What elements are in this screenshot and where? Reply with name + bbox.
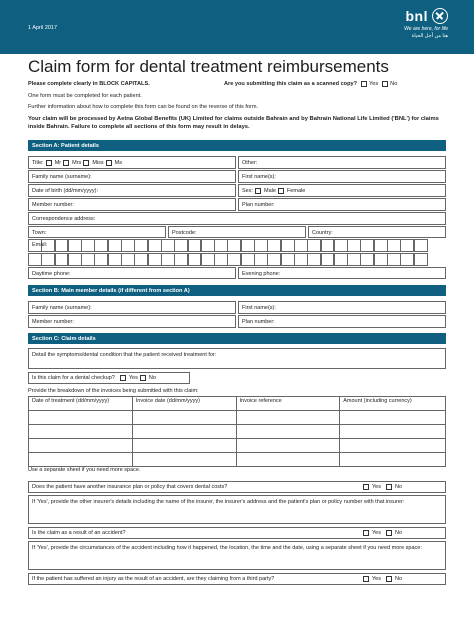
correspondence-address-field[interactable] (28, 212, 446, 225)
email-grid-row-2[interactable] (28, 253, 427, 266)
separate-sheet-note: Use a separate sheet if you need more space. (28, 467, 141, 473)
email-char-cell[interactable] (307, 239, 321, 252)
scanned-copy-question (224, 81, 397, 87)
other-insurance-question (28, 481, 446, 493)
email-char-cell[interactable] (201, 253, 215, 266)
block-capitals-note: Please complete clearly in BLOCK CAPITALS. (28, 81, 150, 87)
other-title-field[interactable] (238, 156, 446, 169)
email-char-cell[interactable] (55, 239, 69, 252)
email-char-cell[interactable] (347, 239, 361, 252)
title-ms-label: Ms (114, 159, 122, 166)
symptoms-label: Detail the symptoms/dental condition that the patient received treatment for: (32, 351, 217, 358)
town-field[interactable] (28, 226, 166, 238)
scanned-yes-checkbox[interactable] (361, 81, 367, 87)
processing-notice: Your claim will be processed by Aetna Global Benefits (UK) Limited for claims outside Bahrain and by Bahrain National Life Limited ('BNL') for claims inside Bahrain. Failure to complete all sections of this form may result in delays. (28, 116, 439, 130)
third-party-no-checkbox[interactable] (386, 576, 392, 582)
further-info-note: Further information about how to complete this form can be found on the reverse of this form. (28, 104, 259, 110)
email-char-cell[interactable] (400, 239, 414, 252)
country-field[interactable] (308, 226, 446, 238)
email-char-cell[interactable] (121, 239, 135, 252)
email-char-cell[interactable] (294, 253, 308, 266)
sex-label: Sex: (242, 187, 254, 194)
sex-male-label: Male (264, 187, 276, 194)
accident-yes-label: Yes (371, 530, 381, 536)
email-char-cell[interactable] (201, 239, 215, 252)
country-label: Country: (312, 229, 333, 236)
table-row[interactable] (29, 453, 446, 467)
scanned-copy-label: Are you submitting this claim as a scanned copy? (224, 81, 358, 87)
checkup-label: Is this claim for a dental checkup? (32, 375, 115, 381)
evening-phone-label: Evening phone: (242, 270, 281, 277)
email-char-cell[interactable] (68, 239, 82, 252)
member-number-field[interactable] (28, 198, 236, 211)
other-insurer-details-field[interactable] (28, 495, 446, 524)
other-insurance-label: Does the patient have another insurance plan or policy that covers dental costs? (32, 484, 228, 490)
form-date: 1 April 2017 (28, 25, 58, 31)
sex-male-checkbox[interactable] (255, 188, 261, 194)
scanned-no-checkbox[interactable] (382, 81, 388, 87)
third-party-yes-label: Yes (371, 576, 381, 582)
title-label: Title: (32, 159, 44, 166)
email-char-cell[interactable] (254, 253, 268, 266)
postcode-label: Postcode: (172, 229, 197, 236)
email-char-cell[interactable] (81, 239, 95, 252)
email-char-cell[interactable] (108, 239, 122, 252)
third-party-question (28, 573, 446, 585)
title-miss-checkbox[interactable] (83, 160, 89, 166)
accident-question (28, 527, 446, 539)
email-grid-row-1[interactable] (28, 239, 427, 252)
table-row[interactable] (29, 425, 446, 439)
header-band (0, 0, 474, 54)
email-char-cell[interactable] (414, 253, 428, 266)
email-char-cell[interactable] (108, 253, 122, 266)
family-name-label: Family name (surname): (32, 173, 92, 180)
email-char-cell[interactable] (81, 253, 95, 266)
email-char-cell[interactable] (307, 253, 321, 266)
email-char-cell[interactable] (321, 239, 335, 252)
email-char-cell[interactable] (94, 253, 108, 266)
brand-logo (404, 8, 448, 39)
correspondence-address-label: Correspondence address: (32, 215, 96, 222)
invoice-table (28, 396, 446, 467)
breakdown-note: Provide the breakdown of the invoices being submitted with this claim: (28, 388, 199, 394)
main-member-family-name-field[interactable] (28, 301, 236, 314)
table-row[interactable] (29, 439, 446, 453)
email-char-cell[interactable] (267, 253, 281, 266)
email-char-cell[interactable] (414, 239, 428, 252)
section-c-heading: Section C: Claim details (28, 333, 446, 344)
email-char-cell[interactable] (174, 253, 188, 266)
email-char-cell[interactable] (400, 253, 414, 266)
main-member-number-field[interactable] (28, 315, 236, 328)
email-char-cell[interactable] (321, 253, 335, 266)
title-field (28, 156, 236, 169)
email-char-cell[interactable] (134, 239, 148, 252)
section-a-heading: Section A: Patient details (28, 140, 446, 151)
brand-tagline: We are here, for life (404, 26, 448, 32)
email-char-cell[interactable] (241, 239, 255, 252)
first-names-field[interactable] (238, 170, 446, 183)
email-char-cell[interactable] (294, 239, 308, 252)
title-mrs-label: Mrs (72, 159, 82, 166)
title-miss-label: Miss (92, 159, 104, 166)
email-char-cell[interactable] (41, 253, 55, 266)
sex-female-checkbox[interactable] (278, 188, 284, 194)
email-char-cell[interactable] (360, 239, 374, 252)
email-char-cell[interactable] (334, 253, 348, 266)
brand-mark-icon (432, 8, 448, 24)
email-char-cell[interactable] (360, 253, 374, 266)
email-char-cell[interactable] (241, 253, 255, 266)
email-char-cell[interactable] (148, 239, 162, 252)
email-char-cell[interactable] (227, 239, 241, 252)
email-char-cell[interactable] (174, 239, 188, 252)
table-row[interactable] (29, 411, 446, 425)
brand-arabic-tagline: هنا من أجل الحياة (411, 33, 448, 39)
email-char-cell[interactable] (374, 253, 388, 266)
main-member-family-name-label: Family name (surname): (32, 304, 92, 311)
town-label: Town: (32, 229, 47, 236)
email-char-cell[interactable] (387, 239, 401, 252)
checkup-yes-label: Yes (128, 375, 138, 381)
accident-yes-checkbox[interactable] (363, 530, 369, 536)
email-char-cell[interactable] (161, 239, 175, 252)
third-party-no-label: No (394, 576, 402, 582)
other-insurer-details-label: If 'Yes', provide the other insurer's details including the name of the insurer, the insurer's address and the patient's plan or policy number with that insurer: (32, 498, 405, 505)
sex-female-label: Female (286, 187, 306, 194)
checkup-yes-checkbox[interactable] (120, 375, 126, 381)
email-char-cell[interactable] (134, 253, 148, 266)
checkup-no-checkbox[interactable] (140, 375, 146, 381)
symptoms-field[interactable] (28, 348, 446, 369)
section-b-heading: Section B: Main member details (if different from section A) (28, 285, 446, 296)
email-char-cell[interactable] (281, 239, 295, 252)
main-member-plan-number-field[interactable] (238, 315, 446, 328)
invoice-table-header (29, 397, 446, 411)
email-char-cell[interactable] (28, 253, 42, 266)
postcode-field[interactable] (168, 226, 306, 238)
plan-number-label: Plan number: (242, 201, 275, 208)
email-char-cell[interactable] (347, 253, 361, 266)
email-char-cell[interactable] (374, 239, 388, 252)
email-char-cell[interactable] (267, 239, 281, 252)
email-char-cell[interactable] (281, 253, 295, 266)
email-char-cell[interactable] (55, 253, 69, 266)
plan-number-field[interactable] (238, 198, 446, 211)
email-char-cell[interactable] (94, 239, 108, 252)
title-ms-checkbox[interactable] (106, 160, 112, 166)
email-char-cell[interactable] (188, 239, 202, 252)
third-party-label: If the patient has suffered an injury as the result of an accident, are they claiming from a third party? (32, 576, 275, 582)
family-name-field[interactable] (28, 170, 236, 183)
member-number-label: Member number: (32, 201, 74, 208)
col-amount: Amount (including currency) (340, 397, 446, 411)
one-form-note: One form must be completed for each patient. (28, 93, 142, 99)
accident-no-checkbox[interactable] (386, 530, 392, 536)
main-member-plan-number-label: Plan number: (242, 318, 275, 325)
checkup-no-label: No (148, 375, 156, 381)
other-insurance-yes-label: Yes (371, 484, 381, 490)
email-char-cell[interactable] (334, 239, 348, 252)
email-char-cell[interactable] (68, 253, 82, 266)
main-member-first-names-label: First name(s): (242, 304, 276, 311)
col-invoice-date: Invoice date (dd/mm/yyyy) (132, 397, 236, 411)
evening-phone-field[interactable] (238, 267, 446, 279)
dob-field[interactable] (28, 184, 236, 197)
col-date-of-treatment: Date of treatment (dd/mm/yyyy) (29, 397, 133, 411)
other-insurance-no-checkbox[interactable] (386, 484, 392, 490)
email-char-cell[interactable] (161, 253, 175, 266)
accident-label: Is the claim as a result of an accident? (32, 530, 126, 536)
other-title-label: Other: (242, 159, 258, 166)
email-char-cell[interactable] (148, 253, 162, 266)
scanned-no-label: No (390, 81, 398, 87)
page-title: Claim form for dental treatment reimbursements (28, 57, 389, 76)
main-member-number-label: Member number: (32, 318, 74, 325)
main-member-first-names-field[interactable] (238, 301, 446, 314)
other-insurance-yes-checkbox[interactable] (363, 484, 369, 490)
accident-details-field[interactable] (28, 541, 446, 570)
accident-details-label: If 'Yes', provide the circumstances of the accident including how it happened, the location, the time and the date, using a separate sheet if you need more space: (32, 544, 422, 551)
title-mr-label: Mr (54, 159, 62, 166)
email-char-cell[interactable] (227, 253, 241, 266)
email-label: Email: (32, 242, 48, 248)
brand-name: bnl (405, 8, 428, 24)
email-char-cell[interactable] (214, 253, 228, 266)
email-char-cell[interactable] (214, 239, 228, 252)
other-insurance-no-label: No (394, 484, 402, 490)
sex-field (238, 184, 446, 197)
first-names-label: First name(s): (242, 173, 276, 180)
email-char-cell[interactable] (121, 253, 135, 266)
daytime-phone-field[interactable] (28, 267, 236, 279)
scanned-yes-label: Yes (369, 81, 379, 87)
checkup-question (28, 372, 190, 384)
email-char-cell[interactable] (188, 253, 202, 266)
col-invoice-reference: Invoice reference (236, 397, 340, 411)
title-mrs-checkbox[interactable] (63, 160, 69, 166)
email-char-cell[interactable] (254, 239, 268, 252)
dob-label: Date of birth (dd/mm/yyyy): (32, 187, 99, 194)
daytime-phone-label: Daytime phone: (32, 270, 71, 277)
email-char-cell[interactable] (387, 253, 401, 266)
accident-no-label: No (394, 530, 402, 536)
title-mr-checkbox[interactable] (46, 160, 52, 166)
third-party-yes-checkbox[interactable] (363, 576, 369, 582)
